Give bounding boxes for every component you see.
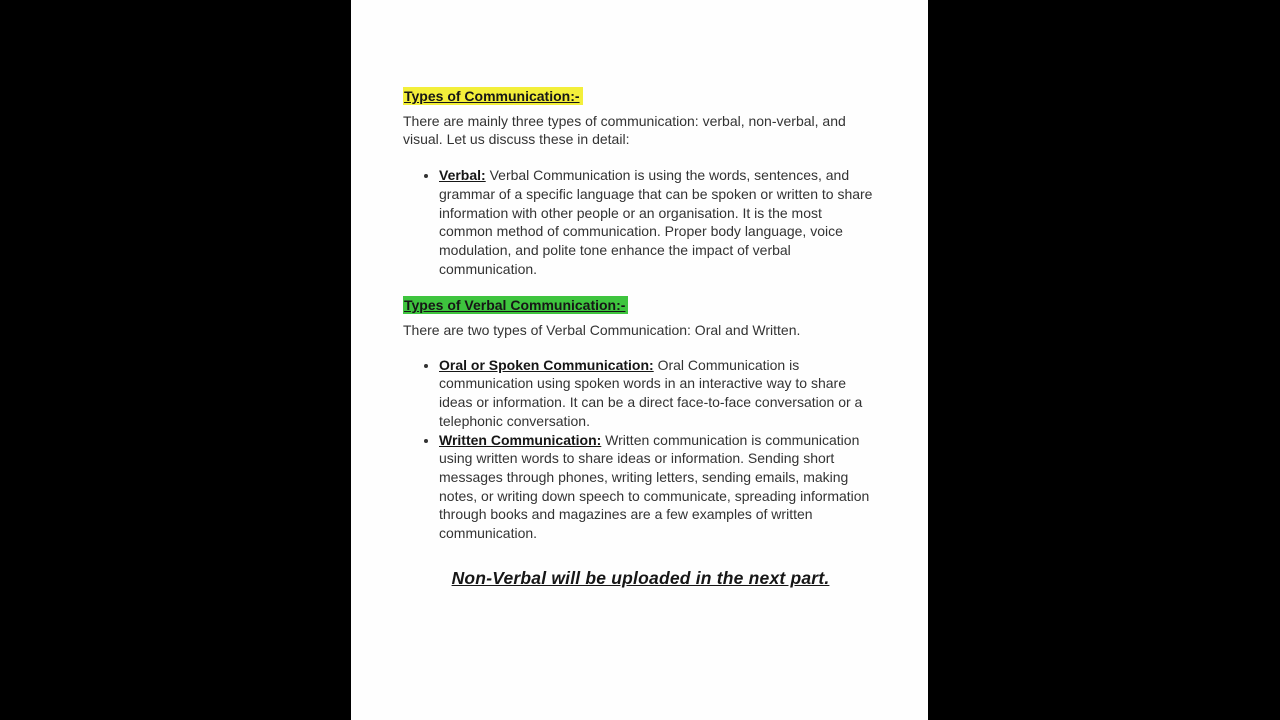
verbal-description: Verbal Communication is using the words, sentences, and grammar of a specific language that can be spoken or written to share information with other people or an organisation. It is the most common method of communication. Proper body language, voice modulation, and polite tone enhance the impact of verbal communication.: [439, 167, 873, 277]
oral-communication-description: Oral Communication is communication using spoken words in an interactive way to share ideas or information. It can be a direct face-to-face conversation or a telephonic conversation.: [439, 356, 863, 429]
written-communication-description: Written communication is communication using written words to share ideas or information. Sending short messages through phones, writing letters, sending emails, making notes, or writing down speech to communicate, spreading information through books and magazines are a few examples of written communication.: [439, 431, 870, 542]
section-heading-types-of-communication: Types of Communication:-: [403, 87, 583, 105]
list-item-verbal: [439, 166, 878, 278]
document-page: [351, 0, 928, 720]
verbal-communication-types-list: [403, 356, 878, 543]
verbal-types-intro-paragraph: There are two types of Verbal Communication: Oral and Written.: [403, 322, 801, 339]
verbal-label: Verbal:: [439, 167, 486, 184]
communication-types-list: [403, 166, 878, 278]
written-communication-label: Written Communication:: [439, 431, 602, 448]
verbal-communication-section: [403, 296, 878, 542]
document-body: [351, 0, 928, 589]
next-part-announcement: Non-Verbal will be uploaded in the next part.: [451, 567, 830, 588]
list-item-written: [439, 431, 878, 543]
intro-paragraph: There are mainly three types of communication: verbal, non-verbal, and visual. Let us discuss these in detail:: [403, 112, 846, 148]
section-heading-types-of-verbal-communication: Types of Verbal Communication:-: [403, 296, 628, 314]
oral-communication-label: Oral or Spoken Communication:: [439, 356, 654, 373]
list-item-oral: [439, 356, 878, 431]
